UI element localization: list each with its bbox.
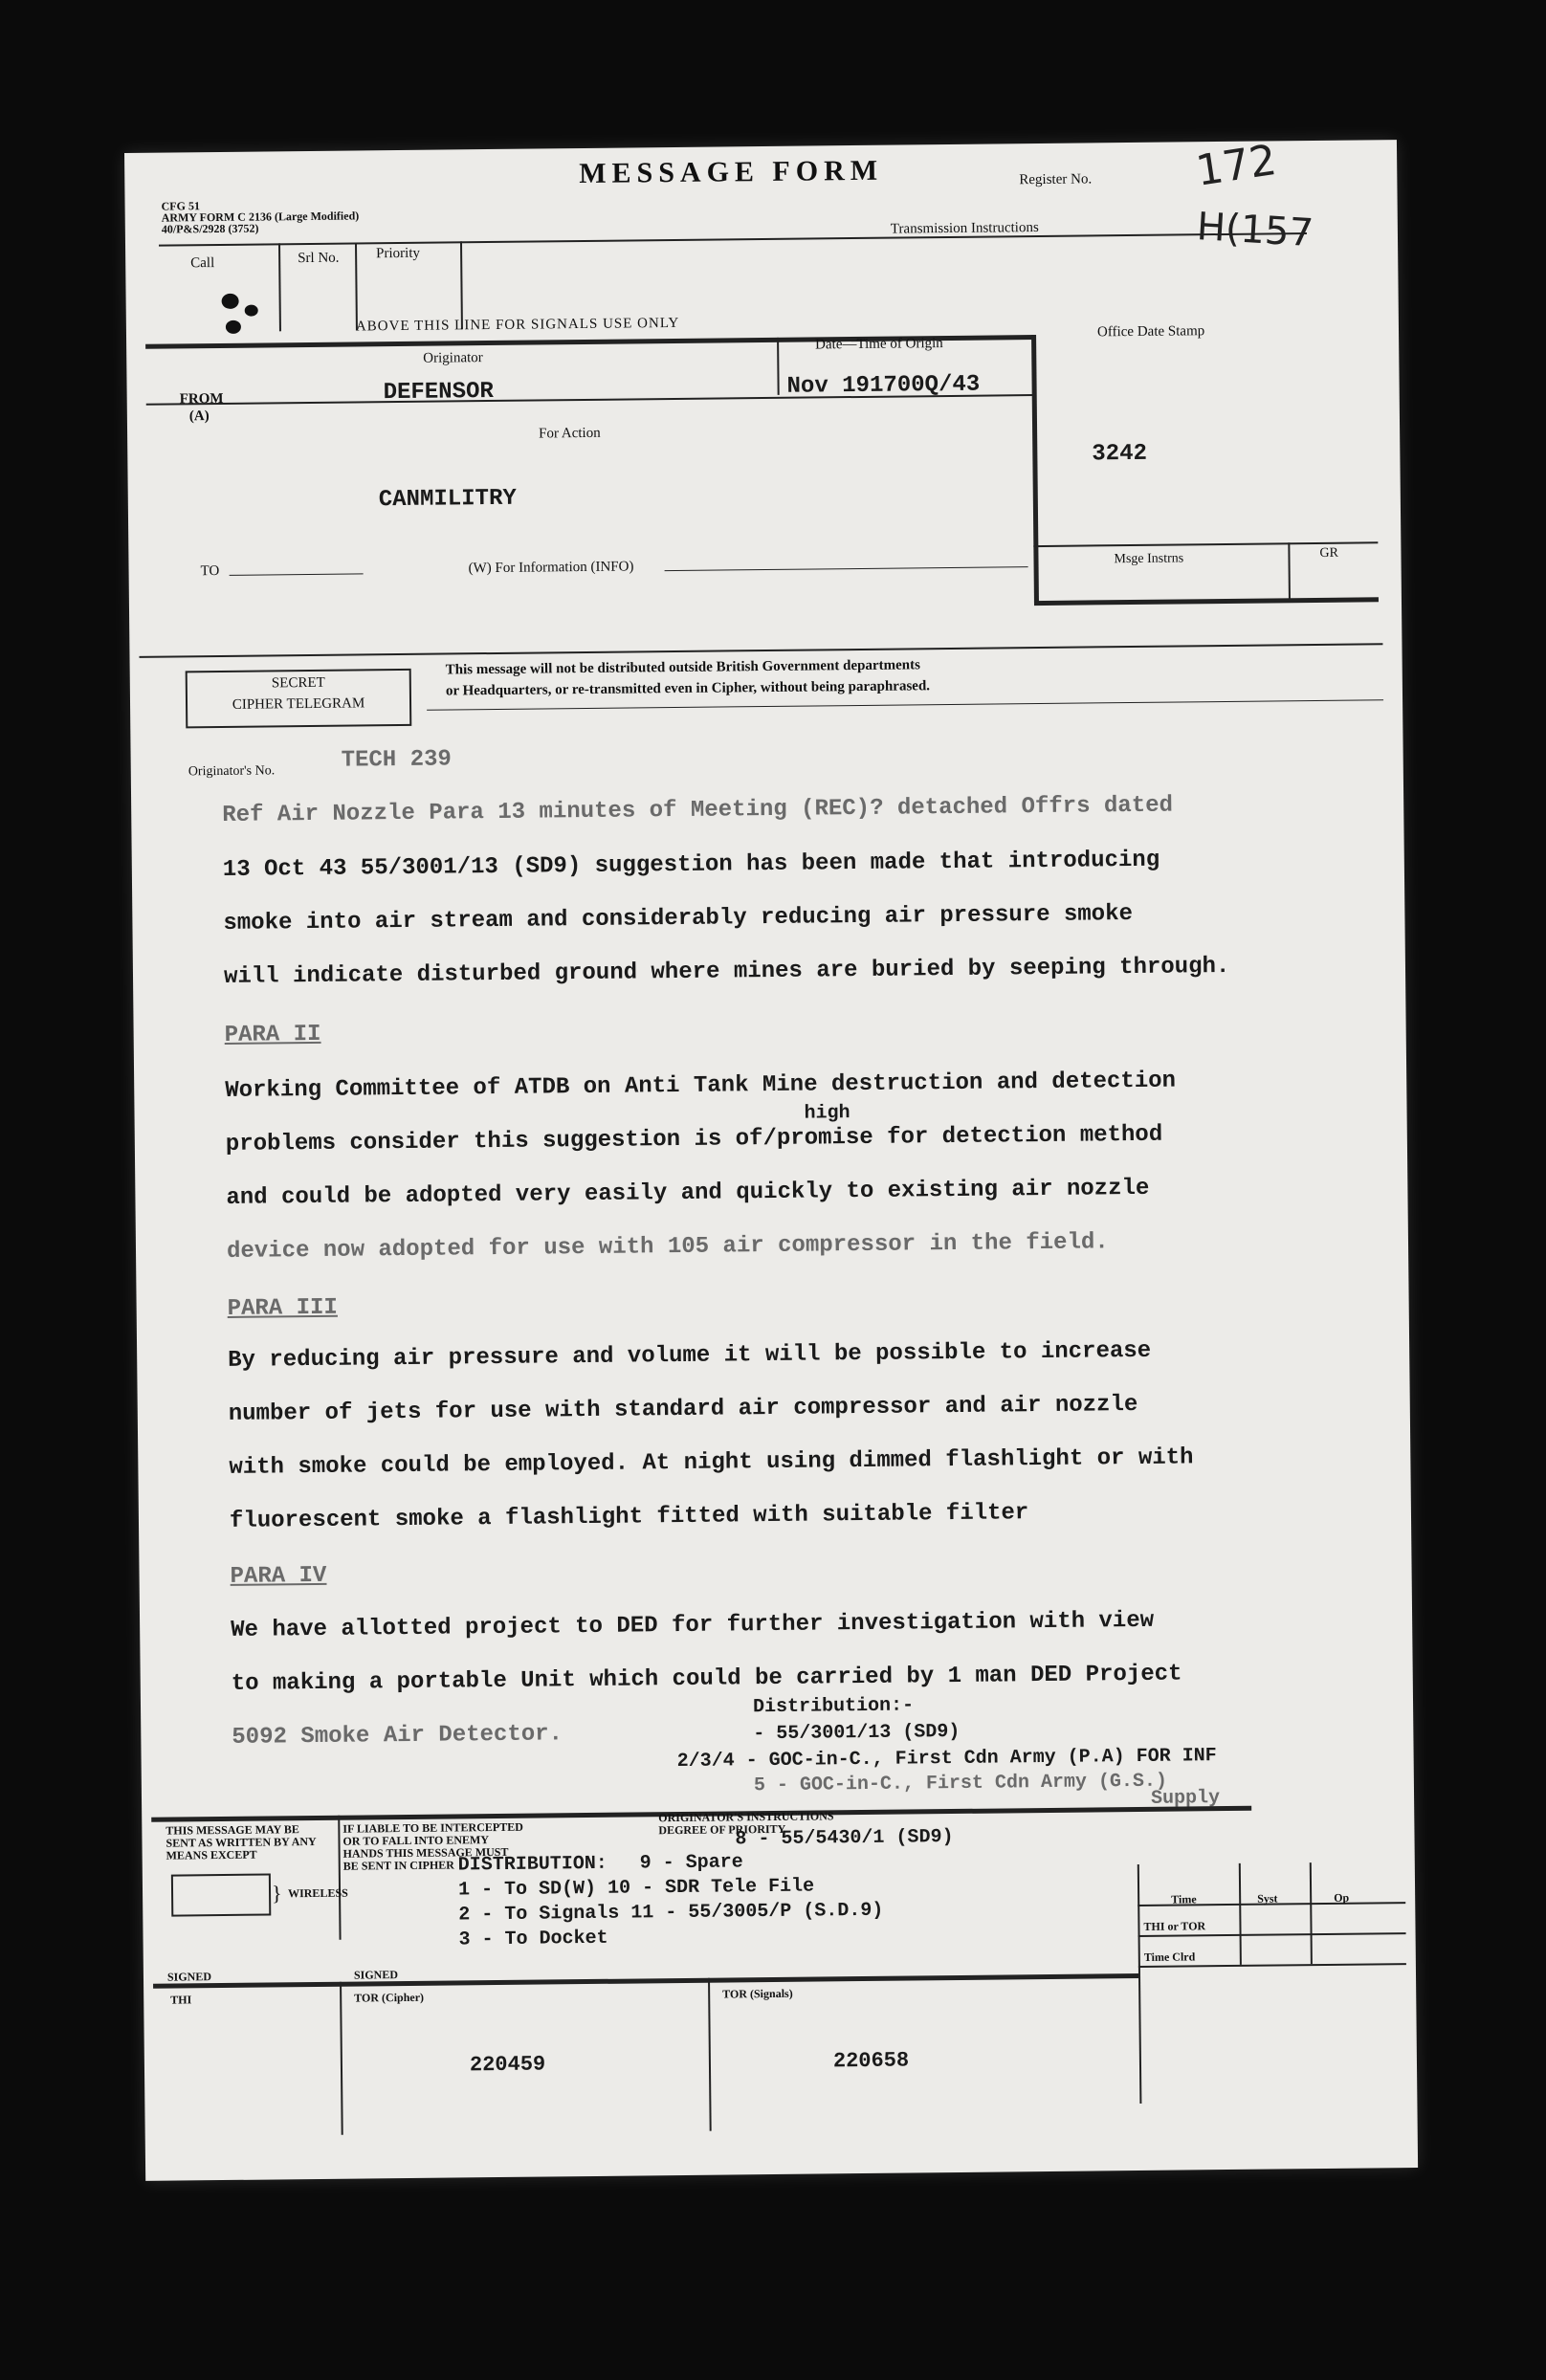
gr-label: GR [1319,545,1338,561]
para-4-heading: PARA IV [230,1562,327,1590]
header-top-rule [159,232,1307,247]
distribution-prefix: DISTRIBUTION: [457,1852,607,1877]
tor-cipher-value: 220459 [469,2052,546,2078]
message-line: and could be adopted very easily and quickly to existing air nozzle [226,1175,1150,1211]
form-code-line: CFG 51 [161,199,200,213]
handwritten-register: 172 [1192,135,1280,196]
divider [278,243,281,331]
para-2-heading: PARA II [224,1021,321,1048]
ink-blot [226,320,241,334]
date-time-label: Date—Time of Origin [815,336,943,353]
call-label: Call [190,255,215,272]
para-2-insert: high [804,1102,850,1125]
block-right-rule [1031,335,1039,603]
msge-instrns-label: Msge Instrns [1114,551,1184,567]
message-line: Working Committee of ATDB on Anti Tank Mine destruction and detection [225,1068,1177,1104]
distribution-notice-line-1: This message will not be distributed outside British Government departments [445,657,921,678]
office-stamp-label: Office Date Stamp [1096,323,1205,341]
may-be-sent-label: THIS MESSAGE MAY BE SENT AS WRITTEN BY ANY MEANS EXCEPT [166,1822,317,1862]
distribution-line: Supply [1150,1787,1221,1810]
to-rule [230,573,364,575]
brace-glyph: } [271,1881,282,1906]
message-line: By reducing air pressure and volume it will be possible to increase [228,1337,1152,1374]
date-time-value: Nov 191700Q/43 [786,371,981,400]
thi-tor-label: THI or TOR [1143,1919,1206,1933]
handwritten-register-2: H(157 [1195,205,1315,256]
from-label: FROM [179,390,224,408]
divider [708,1978,712,2131]
distribution-line: 8 - 55/5430/1 (SD9) [735,1826,954,1851]
message-line: We have allotted project to DED for further investigation with view [231,1607,1155,1643]
tor-signals-label: TOR (Signals) [722,1986,793,2001]
from-sub-label: (A) [188,408,210,425]
time-label: Time [1171,1892,1197,1906]
divider [1288,542,1291,600]
signed-left-label: SIGNED [166,1970,212,1984]
distribution-line: 3 - To Docket [458,1927,608,1951]
tor-cipher-label: TOR (Cipher) [354,1990,425,2005]
message-line: device now adopted for use with 105 air compressor in the field. [226,1229,1109,1265]
cipher-label: CIPHER TELEGRAM [232,695,365,713]
block-bottom-rule [1034,597,1379,606]
message-line: fluorescent smoke a flashlight fitted with suitable filter [229,1500,1029,1534]
originator-value: DEFENSOR [383,378,494,407]
divider [777,338,780,395]
signals-line-label: ABOVE THIS LINE FOR SIGNALS USE ONLY [355,315,680,335]
tor-signals-value: 220658 [832,2048,910,2074]
distribution-notice-line-2: or Headquarters, or re-transmitted even in Cipher, without being paraphrased. [445,678,931,699]
distribution-line: 2 - To Signals 11 - 55/3005/P (S.D.9) [458,1899,884,1927]
for-action-label: For Action [539,425,601,442]
secret-label: SECRET [271,674,325,692]
form-title: MESSAGE FORM [579,154,884,190]
message-line: 13 Oct 43 55/3001/13 (SD9) suggestion has been made that introducing [222,847,1160,883]
message-form-sheet [124,135,1418,2181]
ink-blot [245,305,258,317]
divider [340,1982,343,2135]
form-codes [162,198,360,234]
transmission-label: Transmission Instructions [890,219,1039,237]
originator-label: Originator [423,350,483,366]
message-line: with smoke could be employed. At night using dimmed flashlight or with [229,1444,1194,1481]
message-line: to making a portable Unit which could be carried by 1 man DED Project [231,1661,1182,1697]
op-label: Op [1334,1890,1350,1905]
distribution-heading: Distribution:- [752,1694,915,1719]
signed-mid-label: SIGNED [353,1968,399,1982]
message-line: 5092 Smoke Air Detector. [232,1721,563,1751]
notice-bottom-rule [427,699,1383,710]
distribution-line: 1 - To SD(W) 10 - SDR Tele File [457,1875,815,1902]
divider [1137,1864,1142,2104]
for-action-value: CANMILITRY [378,485,517,514]
thi-label: THI [170,1993,192,2007]
form-code-line: ARMY FORM C 2136 (Large Modified) [161,209,360,225]
to-label: TO [200,562,220,580]
divider [1239,1863,1242,1965]
distribution-line: 9 - Spare [639,1851,743,1875]
para-3-heading: PARA III [227,1294,339,1322]
distribution-line: 2/3/4 - GOC-in-C., First Cdn Army (P.A) FOR INF [676,1745,1217,1774]
register-label: Register No. [1019,171,1093,188]
notice-top-rule [140,643,1383,658]
priority-label: Priority [376,245,421,262]
message-line: problems consider this suggestion is of/promise for detection method [225,1121,1163,1157]
srl-label: Srl No. [298,250,340,267]
info-rule [665,566,1028,571]
originators-no-label: Originator's No. [188,763,276,780]
message-line: smoke into air stream and considerably reducing air pressure smoke [223,901,1134,937]
distribution-line: 5 - GOC-in-C., First Cdn Army (G.S.) [753,1770,1168,1797]
wireless-label: WIRELESS [287,1885,348,1901]
intercepted-label: IF LIABLE TO BE INTERCEPTED OR TO FALL INTO ENEMY HANDS THIS MESSAGE MUST BE SENT IN CIPHER [342,1819,523,1873]
syst-label: Syst [1257,1891,1278,1906]
message-line: Ref Air Nozzle Para 13 minutes of Meeting (REC)? detached Offrs dated [222,792,1174,828]
divider [355,242,358,330]
info-label: (W) For Information (INFO) [468,559,634,577]
originators-no-value: TECH 239 [341,746,453,774]
divider [460,241,463,329]
time-clrd-label: Time Clrd [1143,1950,1196,1964]
form-code-line: 40/P&S/2928 (3752) [161,221,259,236]
distribution-line: - 55/3001/13 (SD9) [753,1720,961,1746]
divider [1310,1862,1313,1964]
divider [338,1816,341,1940]
wireless-box [171,1873,271,1916]
message-line: number of jets for use with standard air compressor and air nozzle [228,1391,1138,1427]
footer-bottom-rule [153,1973,1138,1989]
stamp-number: 3242 [1092,440,1148,468]
ink-blot [222,294,239,309]
originators-instructions-label: ORIGINATOR'S INSTRUCTIONS DEGREE OF PRIORITY [658,1809,834,1838]
secret-cipher-box [186,669,412,728]
message-line: will indicate disturbed ground where mines are buried by seeping through. [223,953,1230,990]
